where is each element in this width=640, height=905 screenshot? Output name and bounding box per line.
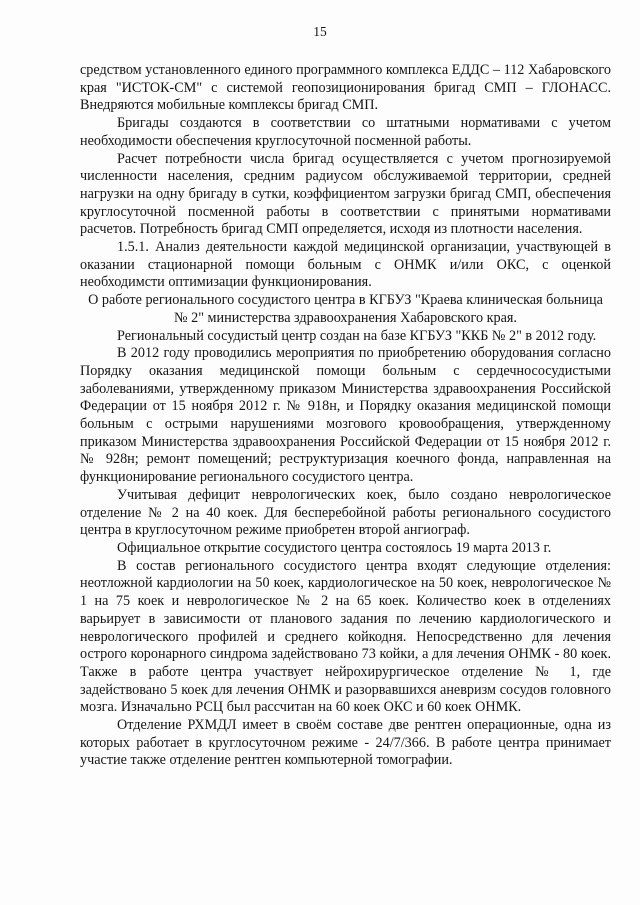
- paragraph-2012-activities: В 2012 году проводились мероприятия по приобретению оборудования согласно Порядку оказания медицинской помощи больным с сердечнососудистыми заболеваниями, утвержденному приказом Министерства здравоохранения Российской Федерации от 15 ноября 2012 г. № 918н, и Порядку оказания медицинской помощи больным с острыми нарушениями мозгового кровообращения, утвержденному приказом Министерства здравоохранения Российской Федерации от 15 ноября 2012 г. № 928н; ремонт помещений; реструктуризация коечного фонда, направленная на функционирование регионального сосудистого центра.: [80, 345, 611, 486]
- paragraph-neurology-department: Учитывая дефицит неврологических коек, было создано неврологическое отделение № 2 на 40 коек. Для бесперебойной работы регионального сосудистого центра в круглосуточном режиме приобретен второй ангиограф.: [80, 486, 611, 539]
- paragraph-brigades-calculation: Расчет потребности числа бригад осуществляется с учетом прогнозируемой численности населения, средним радиусом обслуживаемой территории, средней нагрузки на одну бригаду в сутки, коэффициентом загрузки бригад СМП, обеспечения круглосуточной посменной работы в соответствии с принятыми нормативами расчетов. Потребность бригад СМП определяется, исходя из плотности населения.: [80, 150, 611, 238]
- paragraph-rhmdl-department: Отделение РХМДЛ имеет в своём составе две рентген операционные, одна из которых работает в круглосуточном режиме - 24/7/366. В работе центра принимает участие также отделение рентген компьютерной томографии.: [80, 717, 611, 769]
- page-number: 15: [313, 24, 327, 39]
- subsection-title-vascular-center: О работе регионального сосудистого центра в КГБУЗ "Краева клиническая больница № 2" министерства здравоохранения Хабаровского края.: [88, 292, 603, 326]
- document-body: [80, 62, 611, 770]
- paragraph-smp-software: средством установленного единого программного комплекса ЕДДС – 112 Хабаровского края "ИСТОК-СМ" с системой геопозиционирования бригад СМП – ГЛОНАСС. Внедряются мобильные комплексы бригад СМП.: [80, 62, 611, 114]
- paragraph-brigades-staffing: Бригады создаются в соответствии со штатными нормативами с учетом необходимости обеспечения круглосуточной посменной работы.: [80, 115, 611, 149]
- paragraph-official-opening: Официальное открытие сосудистого центра состоялось 19 марта 2013 г.: [117, 539, 552, 556]
- paragraph-center-founded: Региональный сосудистый центр создан на базе КГБУЗ "ККБ № 2" в 2012 году.: [117, 327, 597, 344]
- paragraph-center-structure: В состав регионального сосудистого центра входят следующие отделения: неотложной кардиологии на 50 коек, кардиологическое на 50 коек, неврологическое № 1 на 75 коек и неврологическое № 2 на 65 коек. Количество коек в отделениях варьирует в зависимости от планового задания по лечению кардиологического и неврологического профилей и среднего койкодня. Непосредственно для лечения острого коронарного синдрома задействовано 73 койки, а для лечения ОНМК - 80 коек. Также в работе центра участвует нейрохирургическое отделение № 1, где задействовано 5 коек для лечения ОНМК и разорвавшихся аневризм сосудов головного мозга. Изначально РСЦ был рассчитан на 60 коек ОКС и 60 коек ОНМК.: [80, 557, 611, 716]
- section-heading-1-5-1: 1.5.1. Анализ деятельности каждой медицинской организации, участвующей в оказании стационарной помощи больным с ОНМК и/или ОКС, с оценкой необходимсти оптимизации функционирования.: [80, 239, 611, 291]
